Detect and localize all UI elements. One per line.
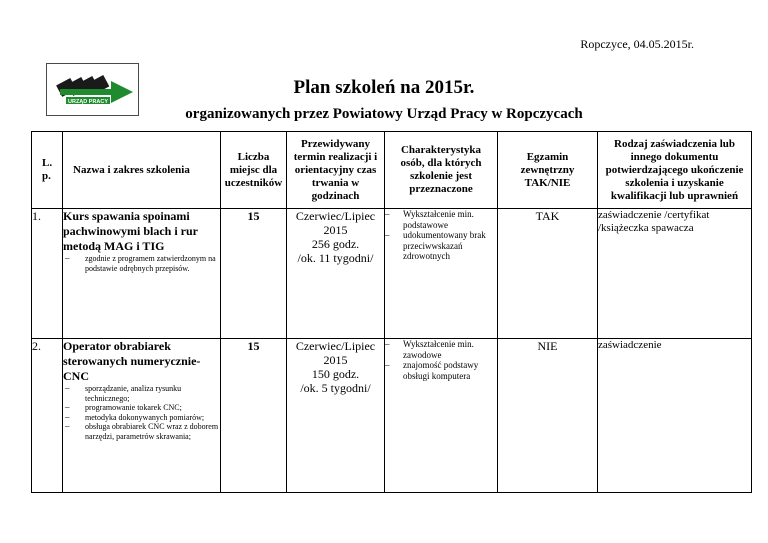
row-certificate: zaświadczenie	[598, 339, 752, 493]
characteristics-list	[385, 339, 497, 381]
row-exam: TAK	[498, 209, 598, 339]
characteristic-item: – znajomość podstawy obsługi komputera	[385, 360, 497, 381]
term-period: Czerwiec/Lipiec	[295, 339, 376, 353]
course-name: Kurs spawania spoinami pachwinowymi blach i rur metodą MAG i TIG	[63, 209, 198, 253]
document-date: Ropczyce, 04.05.2015r.	[580, 37, 694, 51]
characteristic-item: – udokumentowany brak przeciwwskazań zdrowotnych	[385, 230, 497, 262]
course-note: – zgodnie z programem zatwierdzonym na podstawie odrębnych przepisów.	[63, 254, 220, 273]
course-note: – sporządzanie, analiza rysunku technicznego;	[63, 384, 220, 403]
logo-text: URZĄD PRACY	[68, 99, 109, 105]
header-characteristics: Charakterystyka osób, dla których szkolenie jest przeznaczone	[385, 132, 498, 209]
term-weeks: /ok. 11 tygodni/	[297, 251, 374, 265]
header-count: Liczba miejsc dla uczestników	[221, 132, 287, 209]
term-year: 2015	[323, 223, 348, 237]
row-term	[287, 339, 385, 493]
row-lp: 1.	[32, 209, 63, 339]
header-lp: L. p.	[32, 132, 63, 209]
table-header-row	[32, 132, 752, 209]
course-name: Operator obrabiarek sterowanych numerycznie-CNC	[63, 339, 201, 383]
characteristic-item: – Wykształcenie min. podstawowe	[385, 209, 497, 230]
row-characteristics	[385, 339, 498, 493]
table-row	[32, 339, 752, 493]
header-name: Nazwa i zakres szkolenia	[63, 132, 221, 209]
course-note: – programowanie tokarek CNC;	[63, 403, 220, 413]
training-plan-table	[31, 131, 752, 493]
course-note: – obsługa obrabiarek CNC wraz z doborem narzędzi, parametrów skrawania;	[63, 422, 220, 441]
table-row	[32, 209, 752, 339]
course-notes	[63, 384, 220, 441]
term-year: 2015	[323, 353, 348, 367]
row-lp: 2.	[32, 339, 63, 493]
term-period: Czerwiec/Lipiec	[295, 209, 376, 223]
row-exam: NIE	[498, 339, 598, 493]
row-course	[63, 339, 221, 493]
characteristics-list	[385, 209, 497, 262]
course-notes	[63, 254, 220, 273]
row-certificate: zaświadczenie /certyfikat /książeczka spawacza	[598, 209, 752, 339]
row-count: 15	[221, 339, 287, 493]
header-exam: Egzamin zewnętrzny TAK/NIE	[498, 132, 598, 209]
row-count: 15	[221, 209, 287, 339]
characteristic-item: – Wykształcenie min. zawodowe	[385, 339, 497, 360]
row-term	[287, 209, 385, 339]
row-characteristics	[385, 209, 498, 339]
header-certificate: Rodzaj zaświadczenia lub innego dokumentu potwierdzającego ukończenie szkolenia i uzyskanie kwalifikacji lub uprawnień	[598, 132, 752, 209]
term-weeks: /ok. 5 tygodni/	[300, 381, 371, 395]
row-course	[63, 209, 221, 339]
term-hours: 150 godz.	[311, 367, 360, 381]
term-hours: 256 godz.	[311, 237, 360, 251]
page-title: Plan szkoleń na 2015r.	[293, 77, 475, 98]
course-note: – metodyka dokonywanych pomiarów;	[63, 413, 220, 423]
page-subtitle: organizowanych przez Powiatowy Urząd Pracy w Ropczycach	[185, 106, 583, 122]
header-term: Przewidywany termin realizacji i orientacyjny czas trwania w godzinach	[287, 132, 385, 209]
